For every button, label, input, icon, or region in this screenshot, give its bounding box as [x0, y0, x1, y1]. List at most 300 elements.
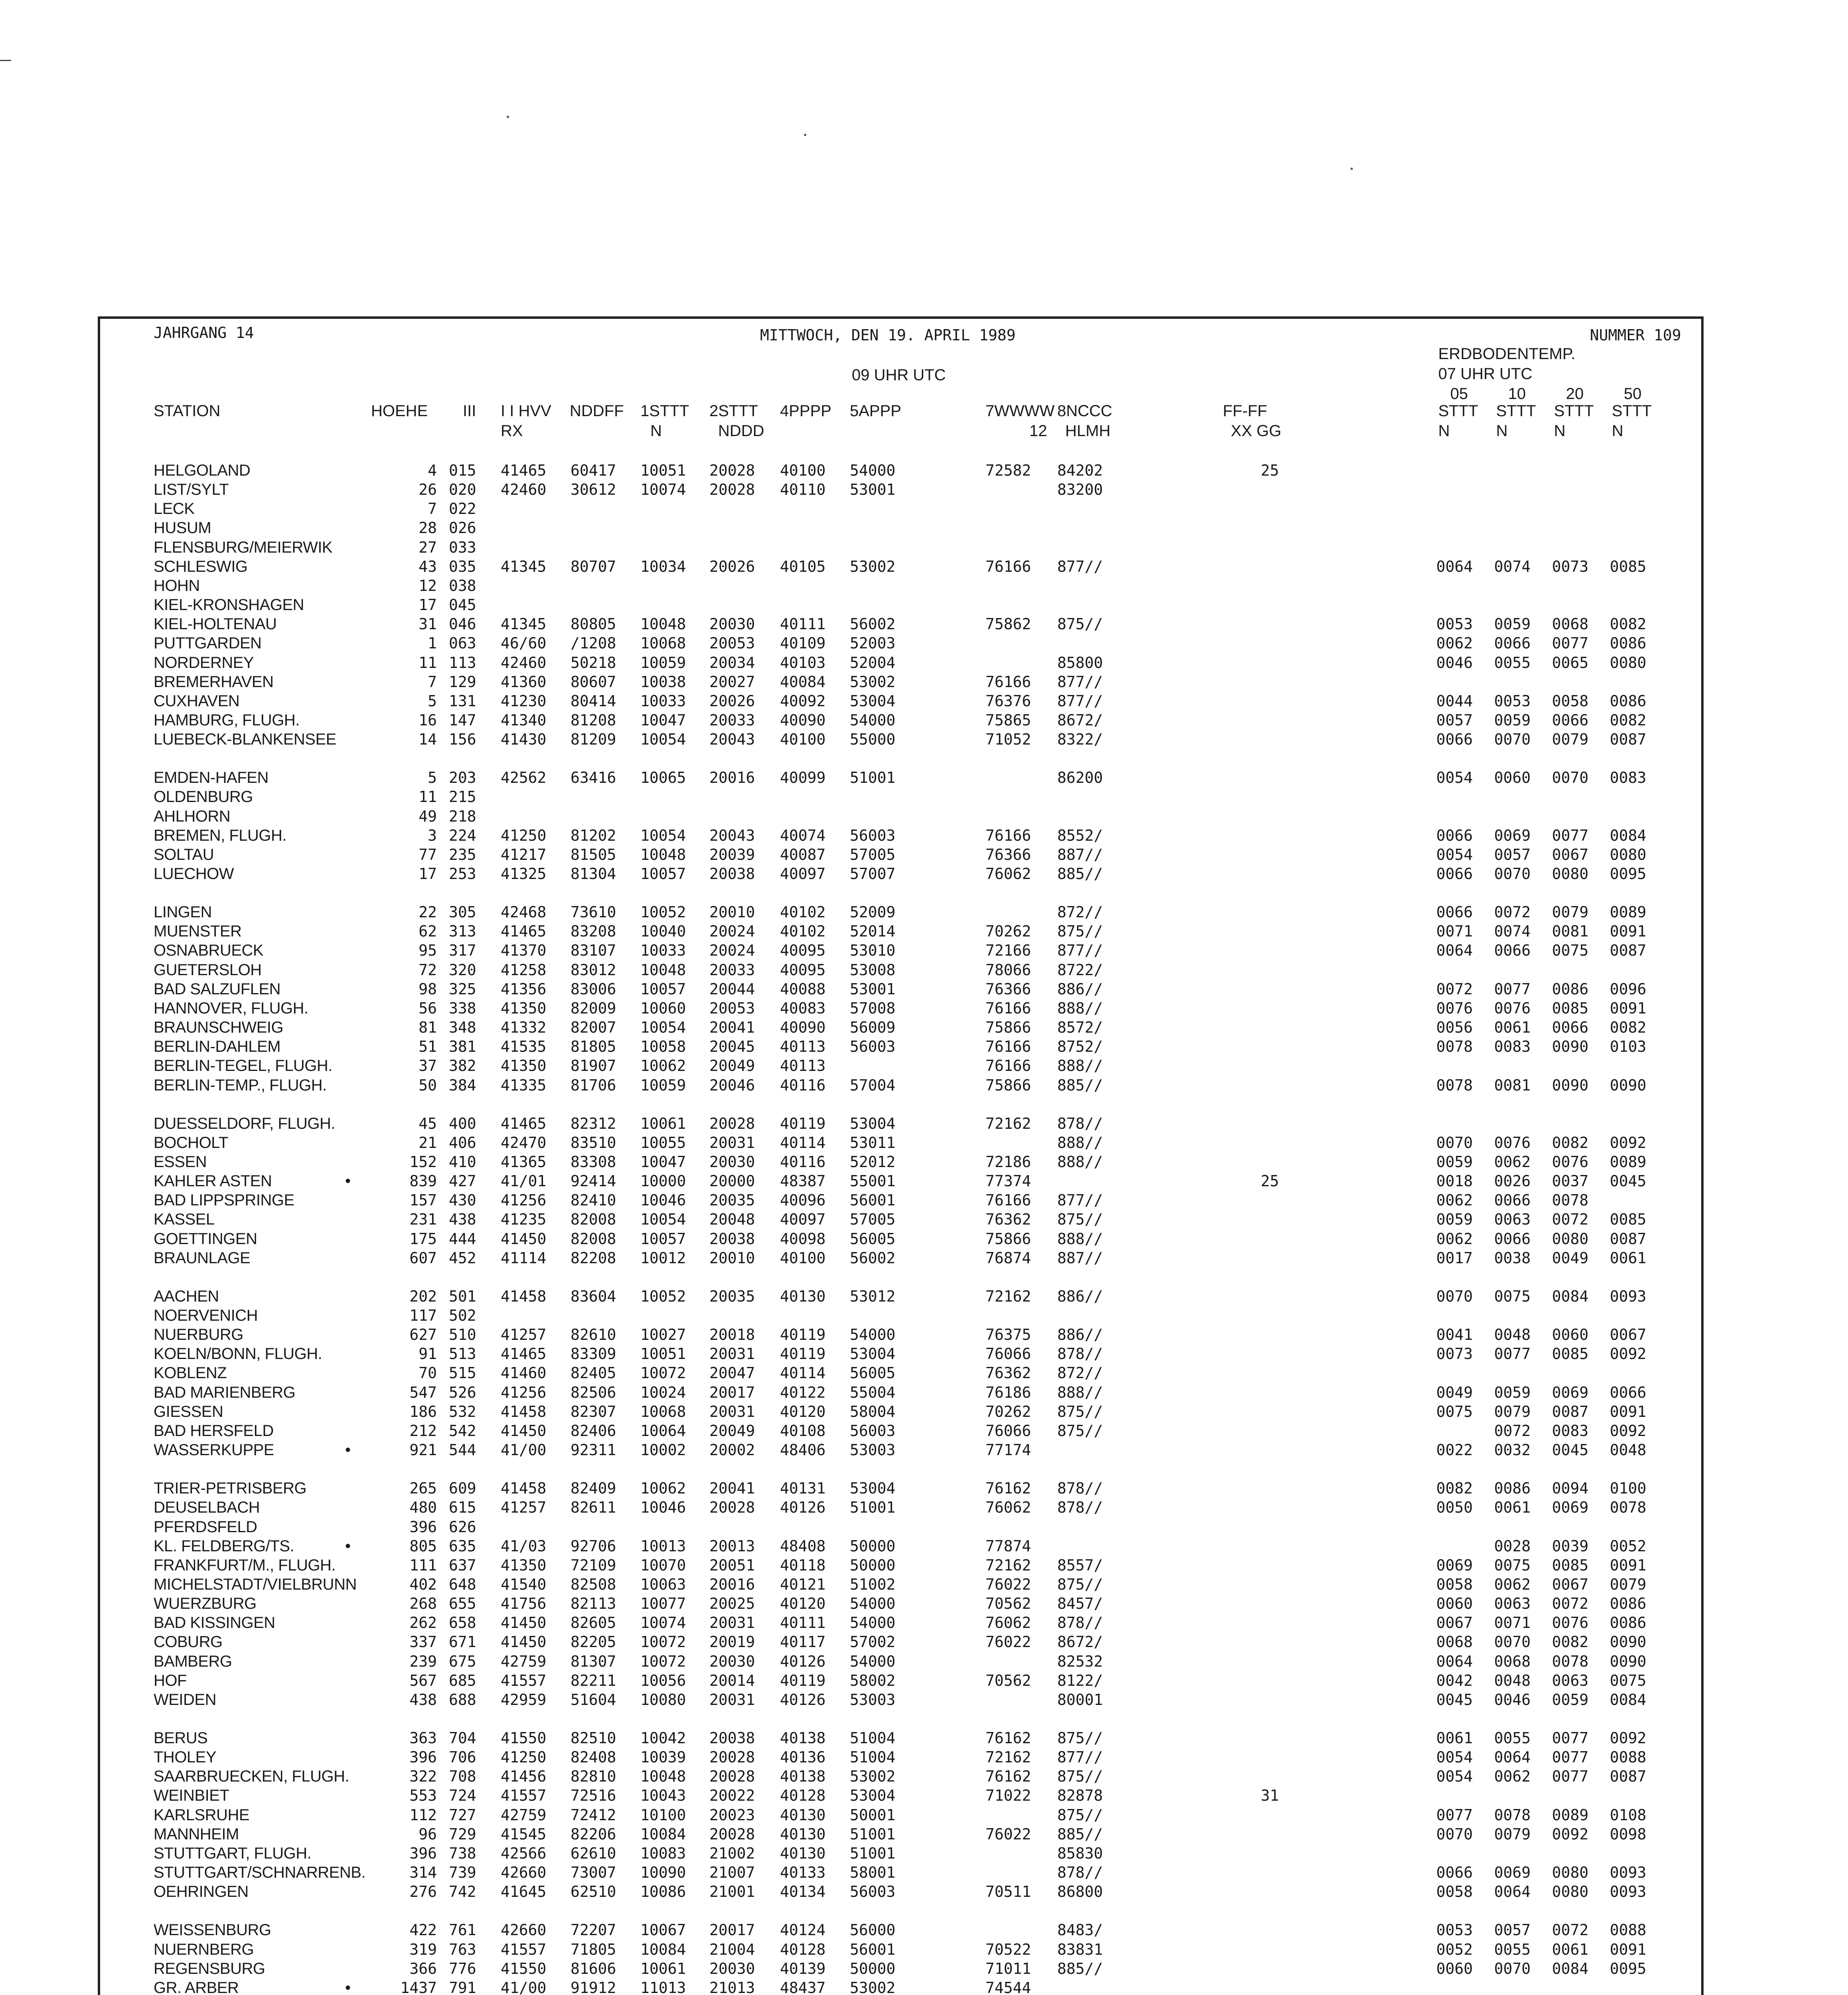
group-4pppp: 40120 — [780, 1403, 826, 1420]
soil-temp-05: 0044 — [1436, 692, 1473, 710]
soil-temp-50: 0092 — [1610, 1729, 1647, 1747]
group-nddff: 83308 — [571, 1153, 616, 1171]
soil-temp-05: 0070 — [1436, 1288, 1473, 1305]
soil-temp-05: 0072 — [1436, 980, 1473, 998]
col-depth-20: 20 — [1566, 385, 1584, 403]
soil-temp-10: 0062 — [1494, 1153, 1531, 1171]
soil-temp-50: 0082 — [1610, 615, 1647, 633]
soil-temp-20: 0090 — [1552, 1038, 1589, 1055]
table-row — [0, 1325, 1848, 1344]
group-nddff: 82611 — [571, 1499, 616, 1516]
station-index: 026 — [449, 519, 476, 537]
group-8nccc: 86200 — [1057, 769, 1103, 786]
group-2sttt: 20013 — [709, 1537, 755, 1555]
group-2sttt: 20033 — [709, 711, 755, 729]
station-height: 607 — [409, 1249, 437, 1267]
group-8nccc: 888// — [1057, 1153, 1103, 1171]
soil-temp-10: 0055 — [1494, 1941, 1531, 1958]
group-iihvv: 42660 — [501, 1921, 547, 1939]
station-name: GIESSEN — [154, 1403, 223, 1420]
station-height: 98 — [419, 980, 437, 998]
group-1sttt: 10070 — [640, 1556, 686, 1574]
soil-temp-10: 0074 — [1494, 558, 1531, 575]
station-height: 839 — [409, 1172, 437, 1190]
group-5appp: 51001 — [850, 1825, 896, 1843]
soil-temp-20: 0086 — [1552, 980, 1589, 998]
group-5appp: 53008 — [850, 961, 896, 979]
group-4pppp: 40126 — [780, 1499, 826, 1516]
group-2sttt: 20030 — [709, 615, 755, 633]
group-4pppp: 40109 — [780, 634, 826, 652]
group-iihvv: 42566 — [501, 1845, 547, 1862]
station-index: 761 — [449, 1921, 476, 1939]
soil-temp-10: 0077 — [1494, 980, 1531, 998]
group-nddff: 83510 — [571, 1134, 616, 1152]
soil-temp-10: 0079 — [1494, 1403, 1531, 1420]
soil-temp-10: 0066 — [1494, 1230, 1531, 1248]
group-5appp: 53012 — [850, 1288, 896, 1305]
group-4pppp: 40113 — [780, 1057, 826, 1075]
group-8nccc: 885// — [1057, 1825, 1103, 1843]
group-4pppp: 40138 — [780, 1768, 826, 1785]
table-row — [0, 557, 1848, 576]
col-sttt-10: STTT — [1496, 402, 1536, 420]
table-row — [0, 1959, 1848, 1978]
table-row — [0, 653, 1848, 672]
group-2sttt: 20046 — [709, 1077, 755, 1094]
group-iihvv: 41/03 — [501, 1537, 547, 1555]
group-8nccc: 875// — [1057, 1403, 1103, 1420]
station-index: 671 — [449, 1633, 476, 1651]
soil-temp-50: 0089 — [1610, 903, 1647, 921]
group-7wwww: 76874 — [985, 1249, 1031, 1267]
group-iihvv: 41535 — [501, 1038, 547, 1055]
group-2sttt: 21004 — [709, 1941, 755, 1958]
group-2sttt: 20030 — [709, 1153, 755, 1171]
group-nddff: 82506 — [571, 1384, 616, 1401]
col-sttt-05: STTT — [1438, 402, 1478, 420]
station-name: STUTTGART/SCHNARRENB. — [154, 1864, 366, 1881]
soil-temp-50: 0091 — [1610, 1941, 1647, 1958]
table-row — [0, 634, 1848, 653]
group-8nccc: 875// — [1057, 1422, 1103, 1440]
group-iihvv: 46/60 — [501, 634, 547, 652]
soil-temp-20: 0076 — [1552, 1614, 1589, 1632]
group-5appp: 51004 — [850, 1729, 896, 1747]
station-height: 26 — [419, 481, 437, 498]
group-5appp: 51004 — [850, 1748, 896, 1766]
group-4pppp: 40113 — [780, 1038, 826, 1055]
station-height: 265 — [409, 1479, 437, 1497]
table-row — [0, 1191, 1848, 1210]
group-1sttt: 10100 — [640, 1806, 686, 1824]
group-7wwww: 76186 — [985, 1384, 1031, 1401]
group-7wwww: 77374 — [985, 1172, 1031, 1190]
group-nddff: 72412 — [571, 1806, 616, 1824]
soil-temp-10: 0059 — [1494, 615, 1531, 633]
group-8nccc: 8752/ — [1057, 1038, 1103, 1055]
soil-temp-05: 0062 — [1436, 1191, 1473, 1209]
col-sttt-50: STTT — [1612, 402, 1652, 420]
group-nddff: 92414 — [571, 1172, 616, 1190]
station-name: NUERBURG — [154, 1326, 243, 1343]
soil-temp-50: 0052 — [1610, 1537, 1647, 1555]
soil-temp-10: 0076 — [1494, 1134, 1531, 1152]
group-7wwww: 76166 — [985, 827, 1031, 844]
table-row — [0, 595, 1848, 614]
group-7wwww: 70262 — [985, 1403, 1031, 1420]
group-iihvv: 41360 — [501, 673, 547, 691]
group-nddff: 82508 — [571, 1576, 616, 1593]
group-1sttt: 10084 — [640, 1941, 686, 1958]
group-5appp: 56002 — [850, 1249, 896, 1267]
group-1sttt: 10080 — [640, 1691, 686, 1709]
group-iihvv: 41465 — [501, 922, 547, 940]
group-nddff: 82007 — [571, 1019, 616, 1036]
group-5appp: 57005 — [850, 846, 896, 863]
soil-temp-20: 0080 — [1552, 1883, 1589, 1900]
soil-temp-20: 0072 — [1552, 1921, 1589, 1939]
group-iihvv: 42460 — [501, 481, 547, 498]
soil-temp-05: 0066 — [1436, 827, 1473, 844]
station-height: 212 — [409, 1422, 437, 1440]
soil-temp-20: 0087 — [1552, 1403, 1589, 1420]
soil-temp-10: 0055 — [1494, 654, 1531, 672]
group-1sttt: 10062 — [640, 1057, 686, 1075]
group-5appp: 57008 — [850, 999, 896, 1017]
soil-temp-05: 0053 — [1436, 615, 1473, 633]
group-5appp: 55001 — [850, 1172, 896, 1190]
soil-temp-10: 0063 — [1494, 1595, 1531, 1612]
station-height: 157 — [409, 1191, 437, 1209]
table-row — [0, 903, 1848, 922]
group-7wwww: 76166 — [985, 558, 1031, 575]
soil-temp-10: 0032 — [1494, 1441, 1531, 1459]
group-1sttt: 10040 — [640, 922, 686, 940]
group-7wwww: 70562 — [985, 1672, 1031, 1689]
group-7wwww: 72162 — [985, 1115, 1031, 1132]
group-5appp: 55000 — [850, 731, 896, 748]
soil-temp-10: 0074 — [1494, 922, 1531, 940]
group-1sttt: 10046 — [640, 1499, 686, 1516]
soil-temp-10: 0072 — [1494, 903, 1531, 921]
soil-temp-10: 0026 — [1494, 1172, 1531, 1190]
group-iihvv: 41645 — [501, 1883, 547, 1900]
group-4pppp: 40100 — [780, 462, 826, 479]
group-iihvv: 41458 — [501, 1479, 547, 1497]
soil-temp-10: 0063 — [1494, 1211, 1531, 1228]
station-name: COBURG — [154, 1633, 223, 1651]
group-8nccc: 886// — [1057, 1326, 1103, 1343]
group-nddff: 92706 — [571, 1537, 616, 1555]
soil-temp-50: 0098 — [1610, 1825, 1647, 1843]
scan-speck — [507, 116, 509, 118]
station-name: BAD SALZUFLEN — [154, 980, 281, 998]
soil-temp-50: 0086 — [1610, 1595, 1647, 1612]
soil-temp-20: 0037 — [1552, 1172, 1589, 1190]
group-8nccc: 8457/ — [1057, 1595, 1103, 1612]
station-height: 14 — [419, 731, 437, 748]
soil-temp-50: 0080 — [1610, 846, 1647, 863]
soil-temp-10: 0068 — [1494, 1653, 1531, 1670]
group-5appp: 53004 — [850, 1479, 896, 1497]
table-row — [0, 1613, 1848, 1632]
group-1sttt: 10062 — [640, 1479, 686, 1497]
group-5appp: 53004 — [850, 692, 896, 710]
table-row — [0, 1018, 1848, 1037]
group-4pppp: 40136 — [780, 1748, 826, 1766]
group-nddff: 72516 — [571, 1787, 616, 1804]
table-row — [0, 1421, 1848, 1440]
group-8nccc: 875// — [1057, 1768, 1103, 1785]
soil-temp-20: 0094 — [1552, 1479, 1589, 1497]
station-name: THOLEY — [154, 1748, 217, 1766]
station-name: FLENSBURG/MEIERWIK — [154, 539, 333, 556]
station-height: 202 — [409, 1288, 437, 1305]
station-name: KOELN/BONN, FLUGH. — [154, 1345, 322, 1363]
soil-temp-50: 0085 — [1610, 1211, 1647, 1228]
group-iihvv: 41340 — [501, 711, 547, 729]
station-height: 268 — [409, 1595, 437, 1612]
soil-temp-05: 0045 — [1436, 1691, 1473, 1709]
station-name: BREMERHAVEN — [154, 673, 274, 691]
soil-temp-50: 0087 — [1610, 731, 1647, 748]
group-iihvv: 41465 — [501, 462, 547, 479]
group-1sttt: 10054 — [640, 1019, 686, 1036]
group-iihvv: 41250 — [501, 1748, 547, 1766]
soil-temp-05: 0058 — [1436, 1576, 1473, 1593]
group-2sttt: 20035 — [709, 1288, 755, 1305]
group-nddff: 82113 — [571, 1595, 616, 1612]
group-iihvv: 41458 — [501, 1403, 547, 1420]
group-1sttt: 10072 — [640, 1633, 686, 1651]
col-1sttt-sub: N — [650, 422, 662, 440]
group-iihvv: 41345 — [501, 615, 547, 633]
group-iihvv: 41450 — [501, 1230, 547, 1248]
group-2sttt: 21001 — [709, 1883, 755, 1900]
group-2sttt: 20022 — [709, 1787, 755, 1804]
group-7wwww: 74544 — [985, 1979, 1031, 1995]
group-iihvv: 41/01 — [501, 1172, 547, 1190]
group-7wwww: 72162 — [985, 1556, 1031, 1574]
group-5appp: 50000 — [850, 1556, 896, 1574]
soil-temp-50: 0103 — [1610, 1038, 1647, 1055]
group-7wwww: 78066 — [985, 961, 1031, 979]
group-1sttt: 10074 — [640, 481, 686, 498]
soil-temp-50: 0092 — [1610, 1134, 1647, 1152]
group-nddff: 80805 — [571, 615, 616, 633]
gust-value: 25 — [1261, 462, 1279, 479]
station-index: 063 — [449, 634, 476, 652]
soil-temp-20: 0076 — [1552, 1153, 1589, 1171]
station-name: SAARBRUECKEN, FLUGH. — [154, 1768, 349, 1785]
group-nddff: 81202 — [571, 827, 616, 844]
soil-temp-50: 0083 — [1610, 769, 1647, 786]
table-row — [0, 1306, 1848, 1325]
group-5appp: 56005 — [850, 1230, 896, 1248]
group-1sttt: 10090 — [640, 1864, 686, 1881]
group-4pppp: 40097 — [780, 865, 826, 883]
group-iihvv: 41540 — [501, 1576, 547, 1593]
station-index: 727 — [449, 1806, 476, 1824]
station-name: BERUS — [154, 1729, 208, 1747]
soil-temp-05: 0054 — [1436, 1768, 1473, 1785]
soil-temp-10: 0038 — [1494, 1249, 1531, 1267]
soil-temp-50: 0045 — [1610, 1172, 1647, 1190]
group-1sttt: 10084 — [640, 1825, 686, 1843]
station-height: 239 — [409, 1653, 437, 1670]
station-height: 17 — [419, 596, 437, 614]
group-4pppp: 40119 — [780, 1326, 826, 1343]
table-row — [0, 1632, 1848, 1651]
station-name: BREMEN, FLUGH. — [154, 827, 287, 844]
station-index: 313 — [449, 922, 476, 940]
soil-temp-20: 0080 — [1552, 865, 1589, 883]
station-index: 738 — [449, 1845, 476, 1862]
group-4pppp: 40095 — [780, 961, 826, 979]
group-5appp: 52004 — [850, 654, 896, 672]
group-1sttt: 10027 — [640, 1326, 686, 1343]
station-height: 112 — [409, 1806, 437, 1824]
group-4pppp: 40130 — [780, 1845, 826, 1862]
group-2sttt: 20038 — [709, 1729, 755, 1747]
group-5appp: 54000 — [850, 1653, 896, 1670]
col-7wwww-sub: 12 — [1029, 422, 1047, 440]
group-2sttt: 20014 — [709, 1672, 755, 1689]
scan-speck — [804, 134, 806, 136]
group-4pppp: 40138 — [780, 1729, 826, 1747]
soil-temp-20: 0075 — [1552, 942, 1589, 959]
station-height: 43 — [419, 558, 437, 575]
group-iihvv: 42460 — [501, 654, 547, 672]
soil-temp-10: 0075 — [1494, 1556, 1531, 1574]
group-2sttt: 20019 — [709, 1633, 755, 1651]
station-index: 739 — [449, 1864, 476, 1881]
col-8nccc: 8NCCC — [1057, 402, 1112, 420]
group-nddff: 81208 — [571, 711, 616, 729]
group-5appp: 56005 — [850, 1364, 896, 1382]
station-index: 542 — [449, 1422, 476, 1440]
table-row — [0, 1114, 1848, 1133]
group-nddff: 82405 — [571, 1364, 616, 1382]
soil-temp-05: 0046 — [1436, 654, 1473, 672]
soil-temp-10: 0083 — [1494, 1038, 1531, 1055]
group-5appp: 53002 — [850, 1979, 896, 1995]
group-7wwww: 70522 — [985, 1941, 1031, 1958]
soil-temp-05: 0060 — [1436, 1960, 1473, 1977]
station-name: KASSEL — [154, 1211, 215, 1228]
station-index: 381 — [449, 1038, 476, 1055]
group-iihvv: 41550 — [501, 1729, 547, 1747]
soil-temp-50: 0082 — [1610, 1019, 1647, 1036]
group-2sttt: 20031 — [709, 1345, 755, 1363]
group-8nccc: 878// — [1057, 1479, 1103, 1497]
group-7wwww: 77174 — [985, 1441, 1031, 1459]
group-1sttt: 10033 — [640, 692, 686, 710]
group-4pppp: 40117 — [780, 1633, 826, 1651]
station-height: 366 — [409, 1960, 437, 1977]
group-4pppp: 48387 — [780, 1172, 826, 1190]
group-7wwww: 70562 — [985, 1595, 1031, 1612]
col-8nccc-sub: HLMH — [1065, 422, 1111, 440]
group-1sttt: 10054 — [640, 731, 686, 748]
station-height: 28 — [419, 519, 437, 537]
station-name: WUERZBURG — [154, 1595, 257, 1612]
group-5appp: 51001 — [850, 1499, 896, 1516]
soil-temp-05: 0073 — [1436, 1345, 1473, 1363]
table-row — [0, 1479, 1848, 1498]
table-row — [0, 1863, 1848, 1882]
group-iihvv: 41550 — [501, 1960, 547, 1977]
station-index: 406 — [449, 1134, 476, 1152]
station-index: 452 — [449, 1249, 476, 1267]
station-index: 708 — [449, 1768, 476, 1785]
soil-temp-50: 0087 — [1610, 1768, 1647, 1785]
station-name: SOLTAU — [154, 846, 214, 863]
group-1sttt: 10024 — [640, 1384, 686, 1401]
soil-temp-20: 0085 — [1552, 1556, 1589, 1574]
group-2sttt: 20053 — [709, 634, 755, 652]
group-1sttt: 10058 — [640, 1038, 686, 1055]
group-iihvv: 42470 — [501, 1134, 547, 1152]
group-nddff: 72207 — [571, 1921, 616, 1939]
group-nddff: 82410 — [571, 1191, 616, 1209]
station-height: 5 — [428, 692, 437, 710]
group-7wwww: 72582 — [985, 462, 1031, 479]
group-nddff: 83309 — [571, 1345, 616, 1363]
group-4pppp: 40111 — [780, 1614, 826, 1632]
group-2sttt: 20030 — [709, 1653, 755, 1670]
table-row — [0, 1171, 1848, 1191]
group-8nccc: 83200 — [1057, 481, 1103, 498]
group-2sttt: 20030 — [709, 1960, 755, 1977]
soil-temp-20: 0060 — [1552, 1326, 1589, 1343]
group-1sttt: 11013 — [640, 1979, 686, 1995]
group-2sttt: 20010 — [709, 903, 755, 921]
group-5appp: 53003 — [850, 1691, 896, 1709]
soil-temp-10: 0066 — [1494, 634, 1531, 652]
station-name: BERLIN-TEGEL, FLUGH. — [154, 1057, 332, 1075]
group-nddff: 81209 — [571, 731, 616, 748]
group-5appp: 51001 — [850, 769, 896, 786]
group-1sttt: 10048 — [640, 1768, 686, 1785]
group-5appp: 54000 — [850, 1595, 896, 1612]
group-2sttt: 21007 — [709, 1864, 755, 1881]
station-name: KARLSRUHE — [154, 1806, 250, 1824]
station-name: LECK — [154, 500, 195, 518]
group-4pppp: 40122 — [780, 1384, 826, 1401]
soil-temp-50: 0067 — [1610, 1326, 1647, 1343]
group-8nccc: 8572/ — [1057, 1019, 1103, 1036]
col-nddff: NDDFF — [570, 402, 624, 420]
soil-temp-05: 0059 — [1436, 1211, 1473, 1228]
table-row — [0, 1825, 1848, 1844]
col-n-20: N — [1554, 422, 1566, 440]
group-1sttt: 10038 — [640, 673, 686, 691]
group-iihvv: 41325 — [501, 865, 547, 883]
table-row — [0, 960, 1848, 980]
soil-temp-20: 0077 — [1552, 634, 1589, 652]
soil-temp-50: 0090 — [1610, 1633, 1647, 1651]
group-1sttt: 10056 — [640, 1672, 686, 1689]
group-iihvv: 41557 — [501, 1672, 547, 1689]
group-7wwww: 71022 — [985, 1787, 1031, 1804]
group-7wwww: 70262 — [985, 922, 1031, 940]
soil-temp-20: 0077 — [1552, 1729, 1589, 1747]
group-nddff: 82205 — [571, 1633, 616, 1651]
soil-temp-10: 0057 — [1494, 1921, 1531, 1939]
group-nddff: 83604 — [571, 1288, 616, 1305]
